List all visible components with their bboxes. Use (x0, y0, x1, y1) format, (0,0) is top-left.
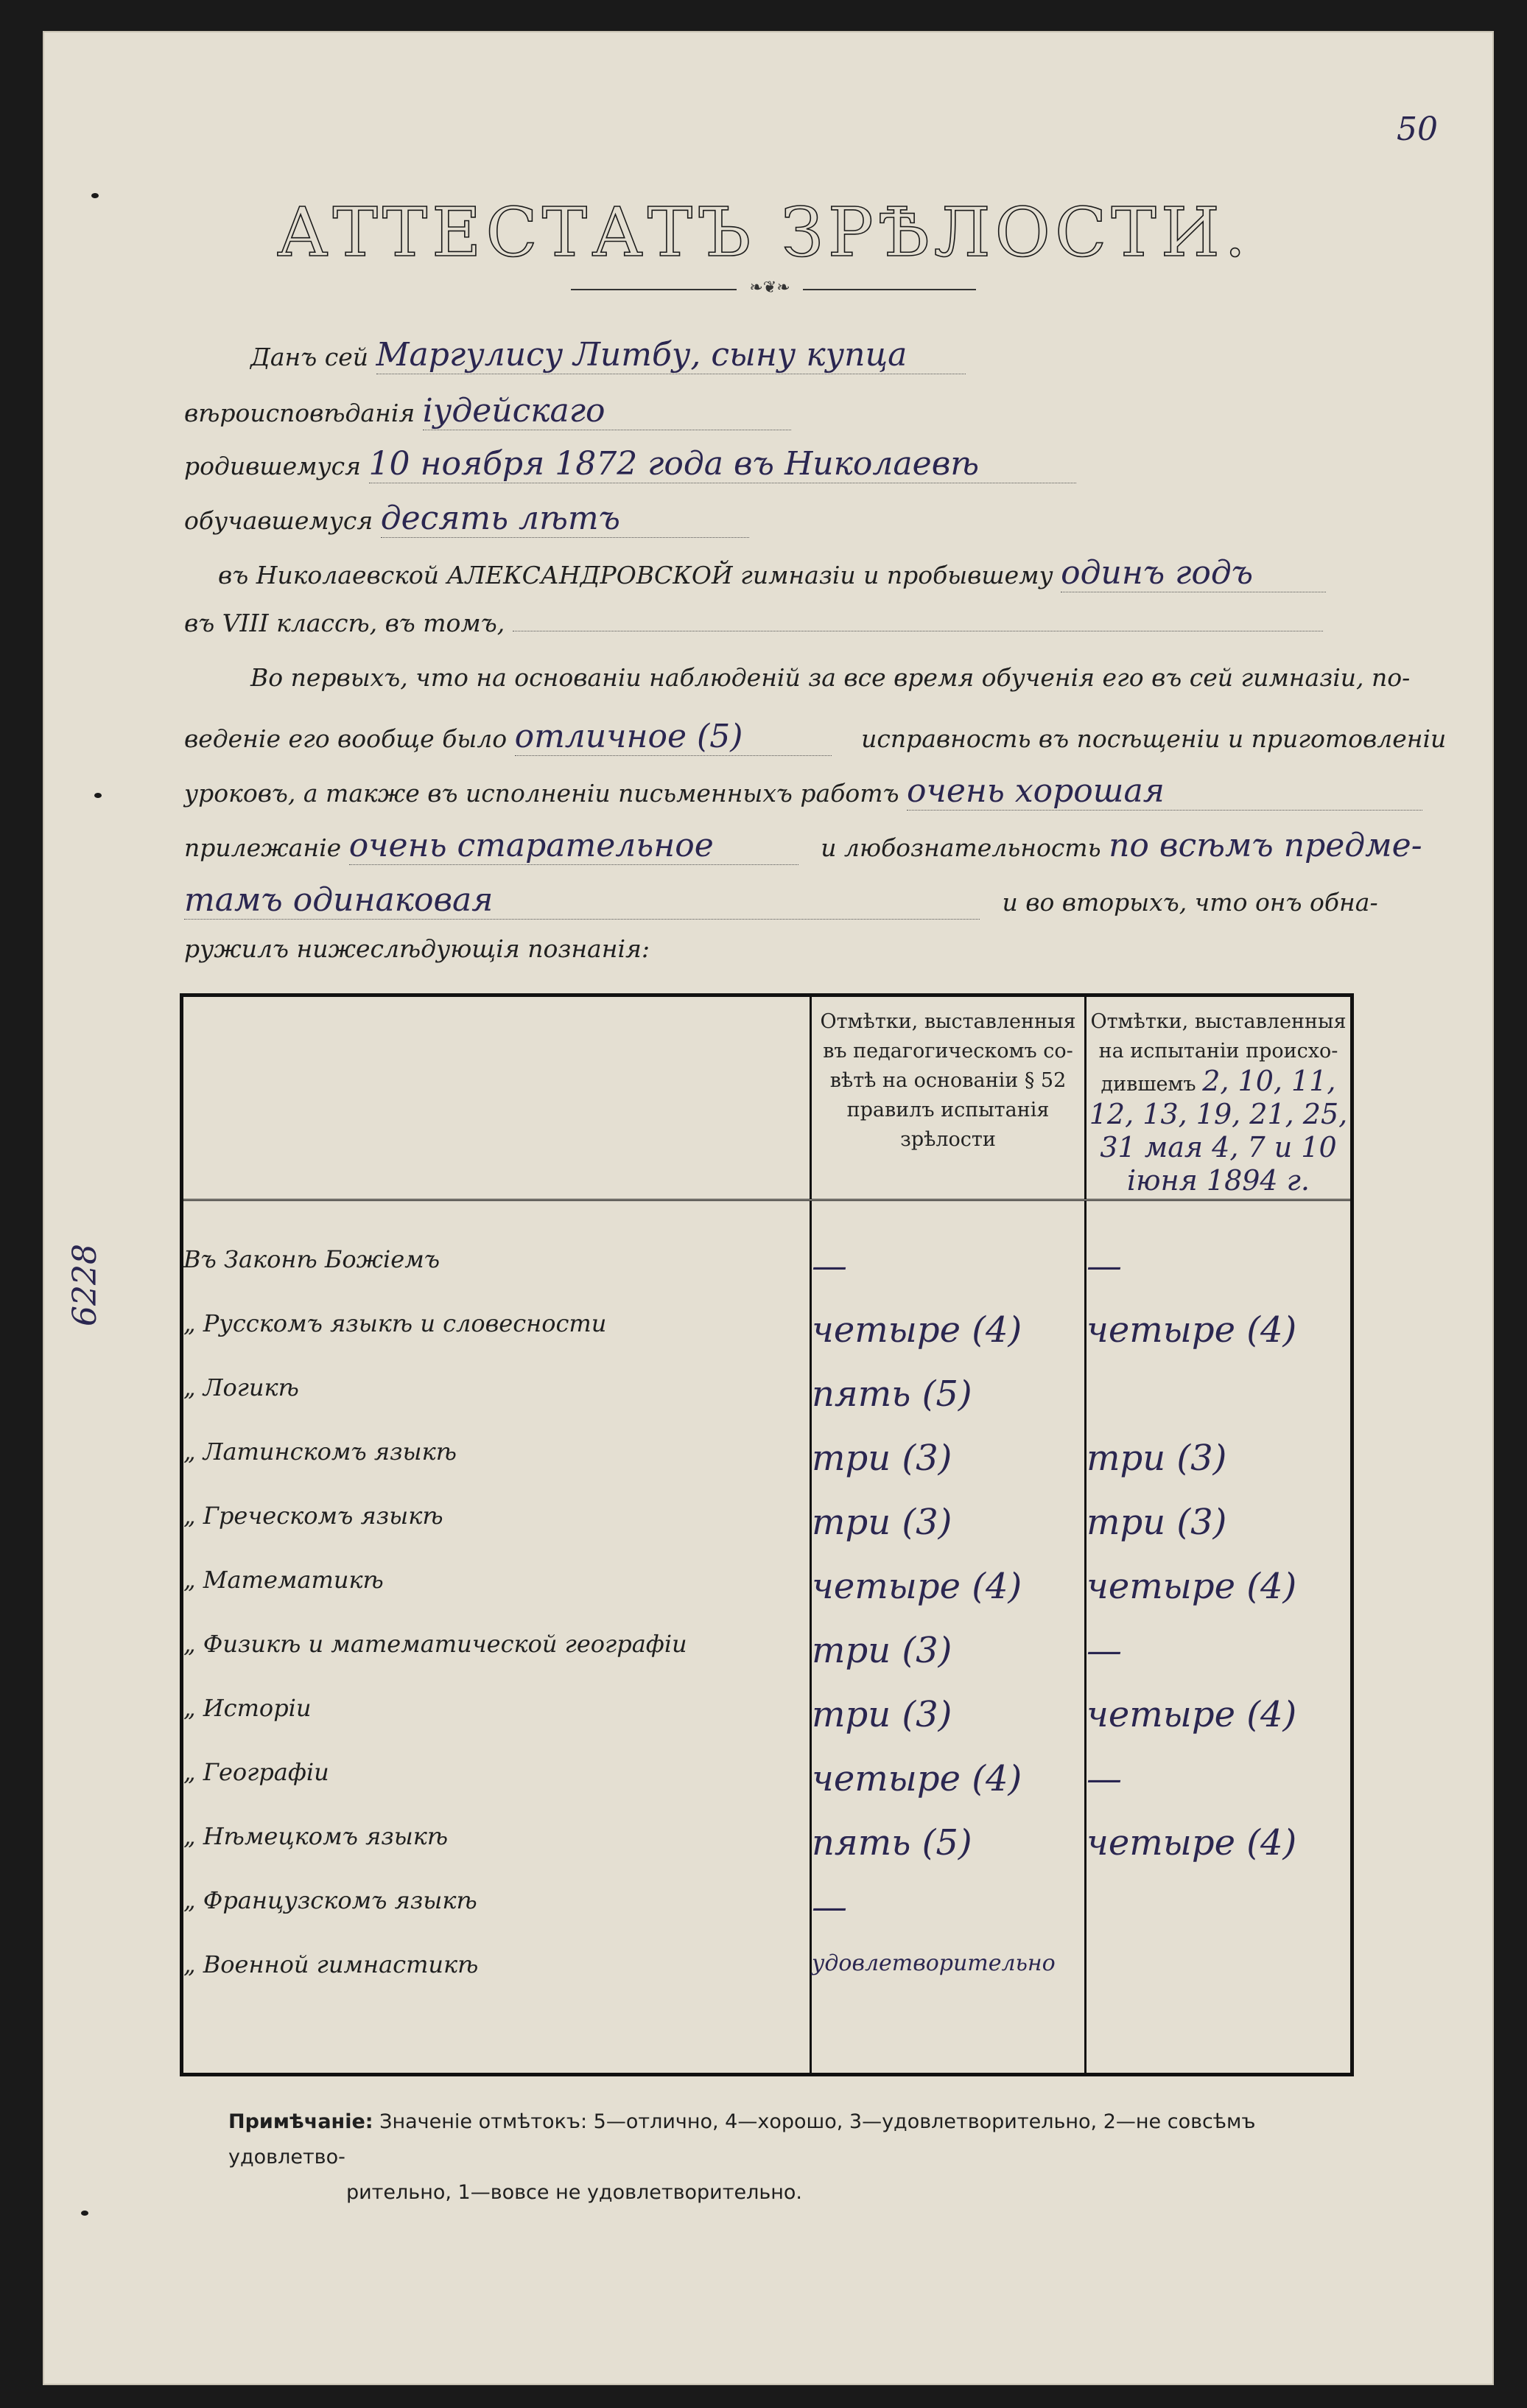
lessons-value: очень хорошая (907, 772, 1422, 811)
subject-name: „ Военной гимнастикѣ (183, 1950, 479, 1978)
studied-value: десять лѣтъ (381, 500, 749, 538)
school-line (218, 554, 1326, 592)
binding-hole (94, 793, 102, 798)
council-grade: три (3) (811, 1694, 1086, 1758)
curiosity-line-2 (184, 881, 1378, 920)
exam-grade (1086, 1886, 1352, 1950)
exam-grade: четыре (4) (1086, 1822, 1352, 1886)
subject-name: „ Математикѣ (183, 1566, 384, 1594)
council-grade: три (3) (811, 1630, 1086, 1694)
exam-grade: — (1086, 1758, 1352, 1822)
exam-grade: три (3) (1086, 1438, 1352, 1502)
subject-name: „ Логикѣ (183, 1373, 299, 1401)
born-value: 10 ноября 1872 года въ Николаевѣ (369, 445, 1076, 483)
binding-hole (81, 2211, 88, 2216)
subject-name: Въ Законѣ Божіемъ (183, 1245, 440, 1273)
council-grade: четыре (4) (811, 1758, 1086, 1822)
table-row (182, 1502, 1352, 1566)
subject-name: „ Исторіи (183, 1694, 312, 1722)
exam-grade: четыре (4) (1086, 1566, 1352, 1630)
table-row (182, 1309, 1352, 1373)
given-line (250, 336, 966, 374)
school-text: въ Николаевской АЛЕКСАНДРОВСКОЙ гимназіи и пробывшему (218, 561, 1053, 589)
footnote-text: Значеніе отмѣтокъ: 5—отлично, 4—хорошо, 3—удовлетворительно, 2—не совсѣмъ удовлетво- (228, 2110, 1256, 2169)
council-header (811, 995, 1086, 1200)
table-row (182, 1950, 1352, 2015)
table-row (182, 1630, 1352, 1694)
diligence-label: прилежаніе (184, 833, 342, 862)
subject-name: „ Греческомъ языкѣ (183, 1502, 443, 1530)
born-line (184, 445, 1076, 483)
school-value: одинъ годъ (1061, 554, 1326, 592)
council-header-text: Отмѣтки, выставленныя въ педагогическомъ со-вѣтѣ на основаніи § 52 правилъ испытанія зрѣлости (820, 1010, 1076, 1151)
behavior-line (184, 718, 1446, 756)
subject-name: „ Физикѣ и математической географіи (183, 1630, 687, 1658)
footnote-label: Примѣчаніе: (228, 2110, 373, 2133)
diligence-value: очень старательное (349, 827, 798, 865)
second-text: и во вторыхъ, что онъ обна- (1002, 888, 1378, 917)
exam-grade: четыре (4) (1086, 1694, 1352, 1758)
subject-name: „ Нѣмецкомъ языкѣ (183, 1822, 449, 1850)
council-grade: четыре (4) (811, 1566, 1086, 1630)
curiosity-value: по всѣмъ предме- (1109, 827, 1422, 864)
council-grade: три (3) (811, 1502, 1086, 1566)
table-row (182, 1886, 1352, 1950)
faith-value: іудейскаго (423, 392, 791, 430)
council-grade: удовлетворительно (811, 1950, 1086, 2015)
document-title: АТТЕСТАТЪ ЗРѢЛОСТИ. (276, 193, 1251, 272)
footnote (228, 2104, 1363, 2211)
table-row (182, 1758, 1352, 1822)
faith-label: вѣроисповѣданія (184, 399, 415, 427)
exam-grade (1086, 1373, 1352, 1438)
subject-name: „ Латинскомъ языкѣ (183, 1438, 457, 1466)
faith-line (184, 392, 791, 430)
council-grade: — (811, 1886, 1086, 1950)
behavior-label: веденіе его вообще было (184, 724, 508, 753)
class-text: въ VIII классѣ, въ томъ, (184, 609, 505, 637)
lessons-text: уроковъ, а также въ исполненіи письменныхъ работъ (184, 779, 899, 808)
council-grade: три (3) (811, 1438, 1086, 1502)
curiosity-value-2: тамъ одинаковая (184, 881, 980, 920)
table-row (182, 1245, 1352, 1309)
footnote-text-2: рительно, 1—вовсе не удовлетворительно. (346, 2181, 802, 2204)
subject-header (182, 995, 811, 1200)
attendance-text: исправность въ посѣщеніи и приготовленіи (861, 724, 1447, 753)
exam-grade: три (3) (1086, 1502, 1352, 1566)
lessons-line (184, 772, 1422, 811)
exam-header (1086, 995, 1352, 1200)
ornament-icon: ❧❦❧ (737, 279, 803, 298)
table-row (182, 1822, 1352, 1886)
final-line: ружилъ нижеслѣдующія познанія: (184, 934, 650, 963)
margin-archive-number: 6228 (66, 1244, 104, 1326)
behavior-value: отличное (5) (515, 718, 832, 756)
council-grade: пять (5) (811, 1822, 1086, 1886)
exam-dates: 2, 10, 11, 12, 13, 19, 21, 25, 31 мая 4, 7 и 10 іюня 1894 г. (1089, 1065, 1348, 1197)
exam-grade (1086, 1950, 1352, 2015)
table-row (182, 1438, 1352, 1502)
subject-name: „ Русскомъ языкѣ и словесности (183, 1309, 607, 1337)
exam-grade: — (1086, 1630, 1352, 1694)
table-row (182, 1694, 1352, 1758)
subject-name: „ Географіи (183, 1758, 329, 1786)
paragraph-first: Во первыхъ, что на основаніи наблюденій за все время обученія его въ сей гимназіи, по- (250, 663, 1411, 692)
exam-grade: четыре (4) (1086, 1309, 1352, 1373)
table-row (182, 1566, 1352, 1630)
studied-line (184, 500, 749, 538)
exam-header-text: Отмѣтки, выставленныя на испытаніи происхо-дившемъ (1090, 1010, 1347, 1096)
class-line (184, 609, 1323, 637)
curiosity-label: и любознательность (821, 833, 1101, 862)
page-number: 50 (1397, 111, 1438, 148)
grades-table (180, 993, 1354, 2076)
subject-name: „ Французскомъ языкѣ (183, 1886, 477, 1914)
council-grade: пять (5) (811, 1373, 1086, 1438)
exam-grade: — (1086, 1245, 1352, 1309)
table-row (182, 1373, 1352, 1438)
given-name: Маргулису Литбу, сыну купца (376, 336, 966, 374)
council-grade: четыре (4) (811, 1309, 1086, 1373)
studied-label: обучавшемуся (184, 506, 373, 535)
council-grade: — (811, 1245, 1086, 1309)
given-label: Данъ сей (250, 343, 368, 371)
born-label: родившемуся (184, 452, 361, 480)
diligence-line (184, 827, 1422, 865)
